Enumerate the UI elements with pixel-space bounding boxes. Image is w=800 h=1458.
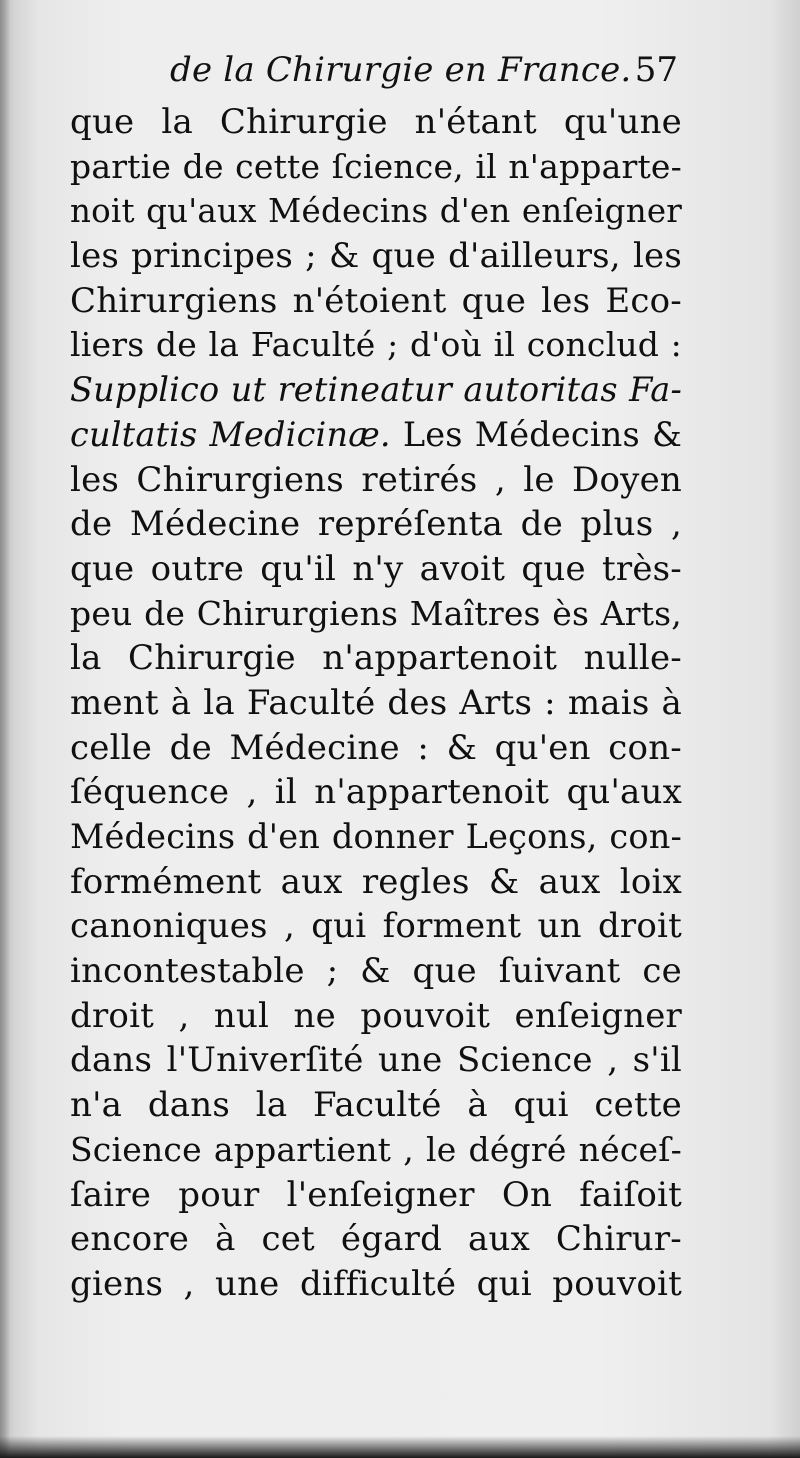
text-line: partie de cette ſcience, il n'apparte- <box>70 146 682 186</box>
text-line: peu de Chirurgiens Maîtres ès Arts, <box>70 593 682 633</box>
text-line: celle de Médecine : & qu'en con- <box>70 727 682 768</box>
text-line: formément aux regles & aux loix <box>70 861 682 902</box>
text-line: ment à la Faculté des Arts : mais à <box>70 682 682 723</box>
text-line: noit qu'aux Médecins d'en enſeigner <box>70 192 682 231</box>
running-head <box>70 48 682 100</box>
text-line: Chirurgiens n'étoient que les Eco- <box>70 280 682 321</box>
text-line: dans l'Univerſité une Science , s'il <box>70 1040 682 1081</box>
body-text <box>70 100 682 1307</box>
binding-shadow <box>0 0 10 1458</box>
text-line: Médecins d'en donner Leçons, con- <box>70 817 682 856</box>
latin-quote-line: Supplico ut retineatur autoritas Fa- <box>70 370 682 410</box>
text-line: les principes ; & que d'ailleurs, les <box>70 236 682 277</box>
text-fragment: Les Médecins & <box>402 414 682 454</box>
text-line: la Chirurgie n'appartenoit nulle- <box>70 638 682 679</box>
text-line: Science appartient , le dégré néceſ- <box>70 1129 682 1169</box>
text-line: encore à cet égard aux Chirur- <box>70 1219 682 1260</box>
text-line: incontestable ; & que ſuivant ce <box>70 951 682 992</box>
page-bottom-edge <box>0 1436 800 1458</box>
latin-quote-end: cultatis Medicinæ. <box>70 414 391 454</box>
text-line: giens , une difficulté qui pouvoit <box>70 1263 682 1304</box>
text-line: ſéquence , il n'appartenoit qu'aux <box>70 772 682 813</box>
text-line: que la Chirurgie n'étant qu'une <box>70 102 682 142</box>
text-line: n'a dans la Faculté à qui cette <box>70 1085 682 1126</box>
text-line: les Chirurgiens retirés , le Doyen <box>70 459 682 500</box>
text-line <box>70 413 682 458</box>
page-number: 57 <box>634 50 678 90</box>
running-head-title: de la Chirurgie en France. <box>170 50 632 90</box>
text-line: de Médecine repréſenta de plus , <box>70 504 682 545</box>
text-block <box>70 48 682 1307</box>
text-line: ſaire pour l'enſeigner On faiſoit <box>70 1174 682 1215</box>
text-line: canoniques , qui forment un droit <box>70 906 682 947</box>
text-line: que outre qu'il n'y avoit que très- <box>70 548 682 589</box>
text-line: liers de la Faculté ; d'où il conclud : <box>70 325 682 365</box>
text-line: droit , nul ne pouvoit enſeigner <box>70 995 682 1036</box>
